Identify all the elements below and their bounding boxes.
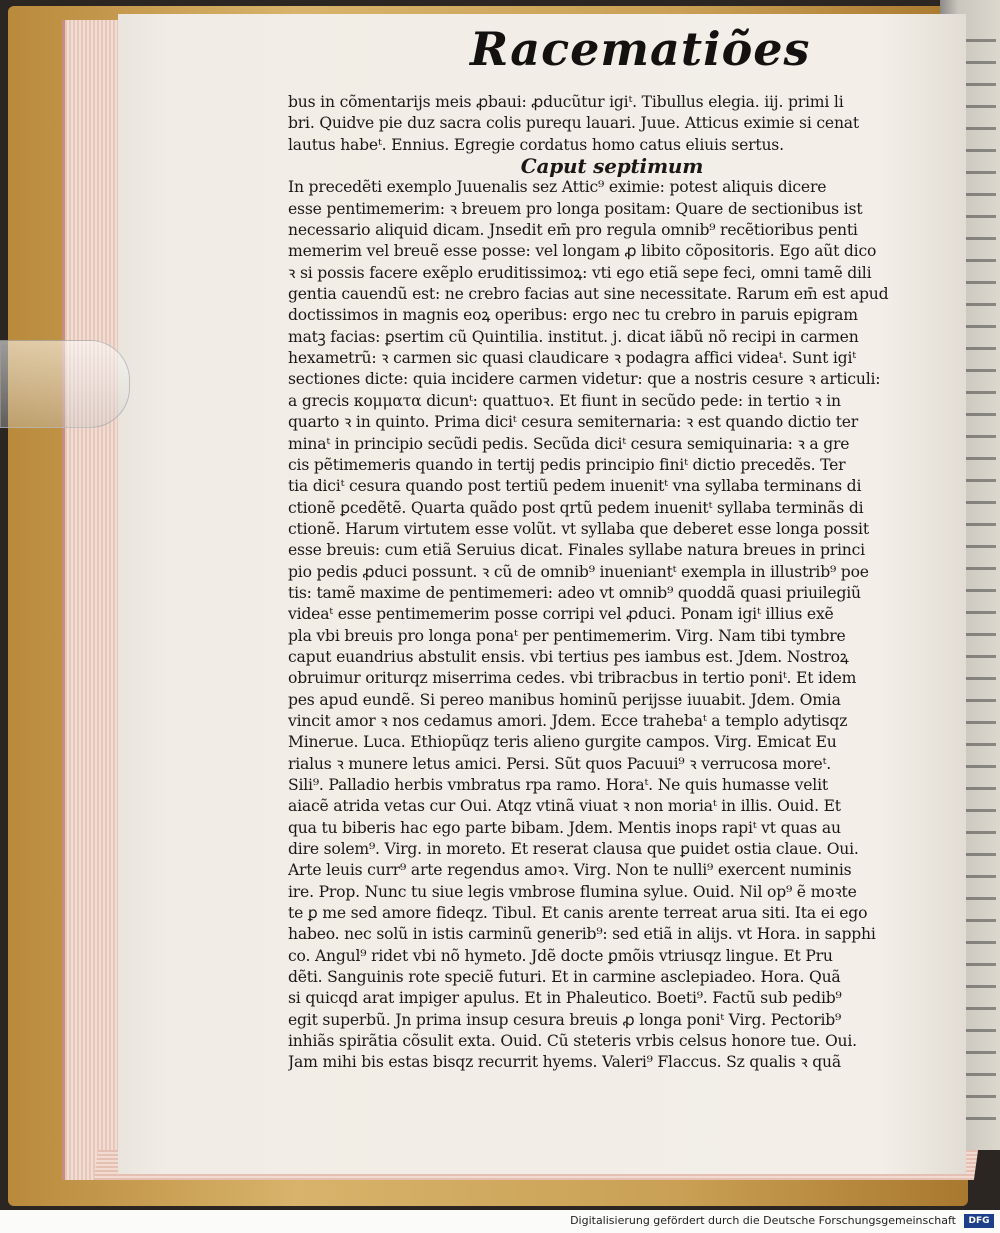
text-line: egit superbũ. Jn prima insup cesura breuis ꝓ longa poniᵗ Virg. Pectorib⁹ xyxy=(288,1010,842,1029)
text-line: Minerue. Luca. Ethiopũqz teris alieno gurgite campos. Virg. Emicat Eu xyxy=(288,733,837,752)
text-line: a grecis κομματα dicunᵗ: quattuoꝛ. Et fiunt in secũdo pede: in tertio ꝛ in xyxy=(288,391,841,410)
text-block xyxy=(288,92,936,1074)
text-line: tia diciᵗ cesura quando post tertiũ pedem inuenitᵗ vna syllaba terminans di xyxy=(288,477,862,496)
text-line: ctionẽ ꝑcedẽtẽ. Quarta quãdo post qrtũ pedem inuenitᵗ syllaba terminãs di xyxy=(288,498,864,517)
text-line: quarto ꝛ in quinto. Prima diciᵗ cesura semiternaria: ꝛ est quando dictio ter xyxy=(288,413,859,432)
chapter-heading: Caput septimum xyxy=(520,156,704,178)
text-line: tis: tamẽ maxime de pentimemeri: adeo vt omnib⁹ quoddã quasi priuilegiũ xyxy=(288,583,861,602)
text-line: gentia cauendũ est: ne crebro facias aut sine necessitate. Rarum em̄ est apud xyxy=(288,285,889,304)
text-line: qua tu biberis hac ego parte bibam. Jdem. Mentis inops rapiᵗ vt quas au xyxy=(288,818,841,837)
text-line: pla vbi breuis pro longa ponaᵗ per pentimemerim. Virg. Nam tibi tymbre xyxy=(288,626,846,645)
text-line: Jam mihi bis estas bisqz recurrit hyems. Valeri⁹ Flaccus. Sz qualis ꝛ quã xyxy=(288,1053,841,1072)
text-line: pio pedis ꝓduci possunt. ꝛ cũ de omnib⁹ inueniantᵗ exempla in illustrib⁹ poe xyxy=(288,562,869,581)
text-line: bus in cõmentarijs meis ꝓbaui: ꝓducũtur igiᵗ. Tibullus elegia. iij. primi li xyxy=(288,93,844,111)
text-line: co. Angul⁹ ridet vbi nõ hymeto. Jdẽ docte ꝑmõis vtriusqz lingue. Et Pru xyxy=(288,946,833,965)
text-line: bri. Quidve pie duz sacra colis purequ lauari. Juue. Atticus eximie si cenat xyxy=(288,114,859,133)
text-line: minaᵗ in principio secũdi pedis. Secũda diciᵗ cesura semiquinaria: ꝛ a gre xyxy=(288,434,850,453)
text-line: rialus ꝛ munere letus amici. Persi. Sũt quos Pacuui⁹ ꝛ verrucosa moreᵗ. xyxy=(288,754,831,773)
text-line: inhiãs spirãtia cõsulit exta. Ouid. Cũ steteris vrbis celsus honore tue. Oui. xyxy=(288,1032,857,1051)
running-heading: Racematiões xyxy=(470,22,811,76)
text-line: ctionẽ. Harum virtutem esse volũt. vt syllaba que deberet esse longa possit xyxy=(288,519,869,538)
text-line: esse breuis: cum etiã Seruius dicat. Finales syllabe natura breues in princi xyxy=(288,541,865,560)
text-line: sectiones dicte: quia incidere carmen videtur: que a nostris cesure ꝛ articuli: xyxy=(288,370,881,389)
text-line: memerim vel breuẽ esse posse: vel longam ꝓ libito cõpositoris. Ego aũt dico xyxy=(288,242,877,261)
text-line: dẽti. Sanguinis rote speciẽ futuri. Et in carmine asclepiadeo. Hora. Quã xyxy=(288,968,841,987)
funding-credit: Digitalisierung gefördert durch die Deutsche Forschungsgemeinschaft xyxy=(570,1214,956,1227)
dfg-logo: DFG xyxy=(964,1214,994,1228)
text-line: Sili⁹. Palladio herbis vmbratus rpa ramo. Horaᵗ. Ne quis humasse velit xyxy=(288,776,828,794)
text-line: si quicqd arat impiger apulus. Et in Phaleutico. Boeti⁹. Factũ sub pedib⁹ xyxy=(288,989,842,1008)
text-line: In precedẽti exemplo Juuenalis sez Attic⁹ eximie: potest aliquis dicere xyxy=(288,178,827,197)
text-line: doctissimos in magnis eoꝝ operibus: ergo nec tu crebro in paruis epigram xyxy=(288,306,858,325)
bookmark-clip xyxy=(0,340,130,428)
text-line: dire solem⁹. Virg. in moreto. Et reserat clausa que ꝑuidet ostia claue. Oui. xyxy=(288,840,859,859)
text-line: aiacẽ atrida vetas cur Oui. Atqz vtinã viuat ꝛ non moriaᵗ in illis. Ouid. Et xyxy=(288,797,841,816)
text-line: lautus habeᵗ. Ennius. Egregie cordatus homo catus eliuis sertus. xyxy=(288,135,784,154)
text-line: Arte leuis curr⁹ arte regendus amoꝛ. Virg. Non te nulli⁹ exercent numinis xyxy=(288,861,852,880)
text-line: esse pentimemerim: ꝛ breuem pro longa positam: Quare de sectionibus ist xyxy=(288,199,863,218)
text-line: habeo. nec solũ in istis carminũ generib⁹: sed etiã in alijs. vt Hora. in sapphi xyxy=(288,925,876,944)
text-line: vincit amor ꝛ nos cedamus amori. Jdem. Ecce trahebaᵗ a templo adytisqz xyxy=(288,711,848,730)
text-line: caput euandrius abstulit ensis. vbi tertius pes iambus est. Jdem. Nostroꝝ xyxy=(288,647,849,666)
text-line: ꝛ si possis facere exẽplo eruditissimoꝝ: vti ego etiã sepe feci, omni tamẽ dili xyxy=(288,263,872,282)
text-line: matꝫ facias: ꝑsertim cũ Quintilia. institut. j. dicat iãbũ nõ recipi in carmen xyxy=(288,327,859,346)
text-line: ire. Prop. Nunc tu siue legis vmbrose flumina sylue. Ouid. Nil op⁹ ẽ moꝛte xyxy=(288,882,857,901)
text-line: te ꝑ me sed amore fideqz. Tibul. Et canis arente terreat arua siti. Ita ei ego xyxy=(288,904,868,923)
text-line: videaᵗ esse pentimemerim posse corripi vel ꝓduci. Ponam igiᵗ illius exẽ xyxy=(288,605,834,624)
text-line: necessario aliquid dicam. Jnsedit em̄ pro regula omnib⁹ recẽtioribus penti xyxy=(288,221,858,240)
text-line: pes apud eundẽ. Si pereo manibus hominũ perijsse iuuabit. Jdem. Omia xyxy=(288,690,841,709)
text-line: obruimur oriturqz miserrima cedes. vbi tribracbus in tertio poniᵗ. Et idem xyxy=(288,669,857,688)
text-line: hexametrũ: ꝛ carmen sic quasi claudicare ꝛ podagra affici videaᵗ. Sunt igiᵗ xyxy=(288,349,856,368)
text-line: cis pẽtimemeris quando in tertij pedis principio finiᵗ dictio precedẽs. Ter xyxy=(288,455,846,474)
